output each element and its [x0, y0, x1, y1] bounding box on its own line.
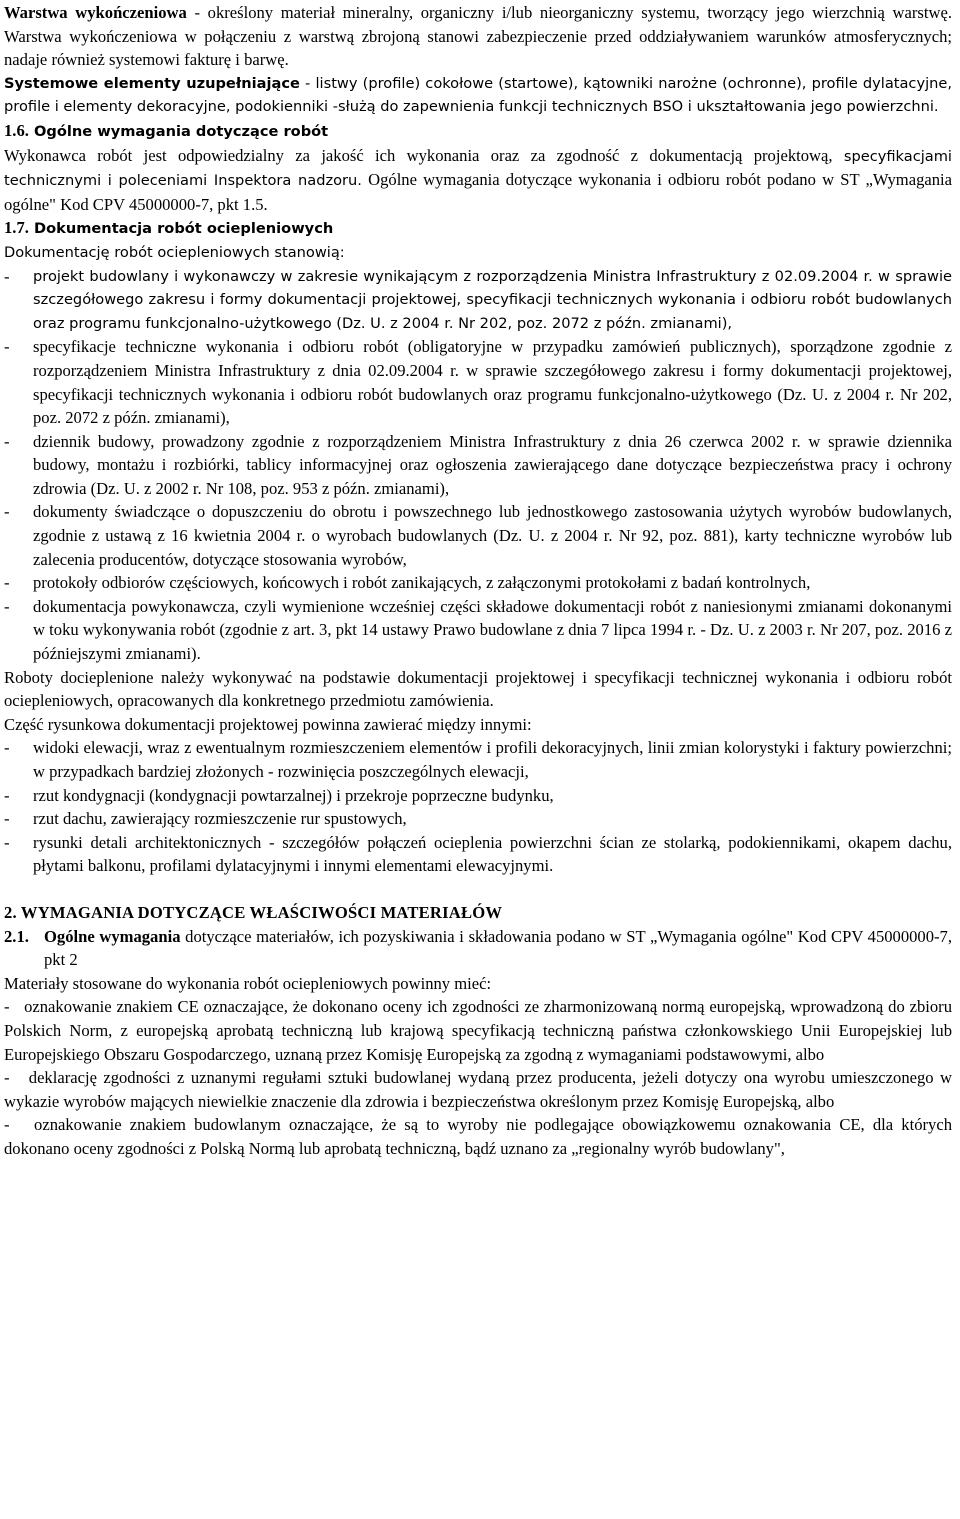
section-2-heading: 2. WYMAGANIA DOTYCZĄCE WŁAŚCIWOŚCI MATERIAŁÓW [4, 902, 503, 922]
list-dash: - [4, 1115, 10, 1135]
paragraph-roboty-docieplenione: Roboty docieplenione należy wykonywać na podstawie dokumentacji projektowej i specyfikacji technicznej wykonania i odbioru robót ociepleniowych, opracowanych dla konkretnego przedmiotu zamówienia. [4, 667, 952, 711]
term-warstwa-wykonczeniowa: Warstwa wykończeniowa [4, 3, 187, 22]
list-item-text: dokumenty świadczące o dopuszczeniu do obrotu i powszechnego lub jednostkowego zastosowania użytych wyrobów budowlanych, zgodnie z ustawą z 16 kwietnia 2004 r. o wyrobach budowlanych (Dz. U. z 2004 r. Nr 92, poz. 881), karty techniczne wyrobów lub zalecenia producentów, dotyczące stosowania wyrobów, [33, 502, 952, 569]
body-text: Ogólne wymagania dotyczące wykonania i odbioru robót podano w ST „Wymagania ogólne" Kod CPV 45000000-7, pkt 1.5. [4, 170, 952, 214]
list-item [4, 784, 952, 808]
section-number: 1.7. [4, 218, 29, 238]
list-dash: - [4, 431, 10, 451]
paragraph-item [4, 1113, 952, 1160]
list-dash: - [4, 785, 10, 805]
list-item [4, 430, 952, 501]
list-item-text: dokumentacja powykonawcza, czyli wymienione wcześniej części składowe dokumentacji robót z naniesionymi zmianami dokonanymi w toku wykonywania robót (zgodnie z art. 3, pkt 14 ustawy Prawo budowlane z dnia 7 lipca 1994 r. - Dz. U. z 2003 r. Nr 207, poz. 2016 z późniejszymi zmianami). [33, 596, 952, 664]
list-item-text: oznakowanie znakiem budowlanym oznaczające, że są to wyroby nie podlegające obowiązkowemu oznakowania CE, dla których dokonano oceny zgodności z Polską Normą lub aprobatą techniczną, bądź uznano za „regionalny wyrób budowlany", [4, 1115, 952, 1158]
list-dash: - [4, 596, 10, 616]
list-item [4, 807, 952, 831]
list-item-text: dziennik budowy, prowadzony zgodnie z rozporządzeniem Ministra Infrastruktury z dnia 26 czerwca 2002 r. w sprawie dziennika budowy, montażu i rozbiórki, tablicy informacyjnej oraz ogłoszenia zawierającego dane dotyczące bezpieczeństwa pracy i ochrony zdrowia (Dz. U. z 2002 r. Nr 108, poz. 953 z późn. zmianami), [33, 431, 952, 498]
list-dash: - [4, 738, 10, 758]
section-number: 1.6. [4, 120, 29, 140]
body-text: Wykonawca robót jest odpowiedzialny za jakość ich wykonania oraz za zgodność z dokumentacją projektową, [4, 145, 844, 165]
paragraph-item [4, 1066, 952, 1113]
list-item [4, 265, 952, 336]
section-2-1-bold: Ogólne wymagania [44, 926, 181, 946]
list-item [4, 335, 952, 429]
list-dash: - [4, 337, 10, 357]
section-1-7-intro: Dokumentację robót ociepleniowych stanowią: [4, 243, 345, 261]
list-item-text: rzut dachu, zawierający rozmieszczenie rur spustowych, [33, 809, 407, 829]
section-1-6-body [4, 144, 952, 217]
list-item-text: rzut kondygnacji (kondygnacji powtarzalnej) i przekroje poprzeczne budynku, [33, 785, 554, 805]
body-text: dotyczące materiałów, ich pozyskiwania i składowania podano w ST „Wymagania ogólne" Kod CPV 45000000-7, pkt 2 [44, 926, 952, 970]
section-2-1 [4, 925, 952, 972]
list-item-text: projekt budowlany i wykonawczy w zakresie wynikającym z rozporządzenia Ministra Infrastruktury z 02.09.2004 r. w sprawie szczegółowego zakresu i formy dokumentacji projektowej, specyfikacji technicznych wykonania i odbioru robót budowlanych oraz programu funkcjonalno-użytkowego (Dz. U. z 2004 r. Nr 202, poz. 2072 z późn. zmianami), [33, 267, 952, 332]
section-number: 2.1. [4, 926, 29, 946]
list-item-text: oznakowanie znakiem CE oznaczające, że dokonano oceny ich zgodności ze zharmonizowaną normą europejską, wprowadzoną do zbioru Polskich Norm, z europejską aprobatą techniczną lub krajową specyfikacją techniczną państwa członkowskiego Unii Europejskiej lub Europejskiego Obszaru Gospodarczego, uznaną przez Komisję Europejską za zgodną z wymaganiami podstawowymi, albo [4, 997, 952, 1064]
list-dash: - [4, 1068, 10, 1088]
section-title: Dokumentacja robót ociepleniowych [28, 220, 334, 238]
list-item [4, 571, 952, 595]
definition-text: - listwy (profile) cokołowe (startowe), kątowniki narożne (ochronne), profile dylatacyjne, profile i elementy dekoracyjne, podokienniki -służą do zapewnienia funkcji technicznych BSO i ukształtowania jego powierzchni. [4, 74, 953, 116]
list-item-text: widoki elewacji, wraz z ewentualnym rozmieszczeniem elementów i profili dekoracyjnych, linii zmian kolorystyki i faktury powierzchni; w przypadkach bardziej złożonych - rozwinięcia poszczególnych elewacji, [33, 738, 952, 781]
body-text: specyfikacjami technicznymi i poleceniami Inspektora nadzoru. [4, 147, 952, 190]
paragraph-systemowe-elementy [4, 72, 952, 119]
paragraph-warstwa-wykonczeniowa [4, 1, 952, 72]
section-2-intro: Materiały stosowane do wykonania robót ociepleniowych powinny mieć: [4, 973, 492, 993]
list-dash: - [4, 809, 10, 829]
list-item [4, 736, 952, 783]
list-item-text: deklarację zgodności z uznanymi regułami sztuki budowlanej wydaną przez producenta, jeżeli dotyczy ona wyrobu umieszczonego w wykazie wyrobów mających niewielkie znaczenie dla zdrowia i bezpieczeństwa określonym przez Komisję Europejską, albo [4, 1068, 952, 1111]
section-2-1-text [44, 925, 952, 972]
list-dash: - [4, 502, 10, 522]
list-dash: - [4, 997, 10, 1017]
section-1-7-heading [4, 216, 952, 241]
list-item-text: rysunki detali architektonicznych - szczegółów połączeń ocieplenia powierzchni ścian ze stolarką, podokiennikami, okapem dachu, płytami balkonu, profilami dylatacyjnymi i innymi elementami elewacyjnymi. [33, 832, 952, 876]
section-1-6-heading [4, 119, 952, 144]
list-dash: - [4, 266, 10, 286]
list-dash: - [4, 573, 10, 593]
definition-text: - określony materiał mineralny, organiczny i/lub nieorganiczny systemu, tworzący jego wierzchnią warstwę. Warstwa wykończeniowa w połączeniu z warstwą zbrojoną stanowi zabezpieczenie przed oddziaływaniem warunków atmosferycznych; nadaje również systemowi fakturę i barwę. [4, 3, 952, 70]
paragraph-item [4, 995, 952, 1066]
list-dash: - [4, 832, 10, 852]
section-title: Ogólne wymagania dotyczące robót [28, 122, 329, 140]
drawings-intro: Część rysunkowa dokumentacji projektowej powinna zawierać między innymi: [4, 714, 532, 734]
term-systemowe-elementy: Systemowe elementy uzupełniające [4, 74, 300, 92]
list-item [4, 500, 952, 571]
list-item [4, 831, 952, 878]
list-item-text: specyfikacje techniczne wykonania i odbioru robót (obligatoryjne w przypadku zamówień publicznych), sporządzone zgodnie z rozporządzeniem Ministra Infrastruktury z dnia 02.09.2004 r. w sprawie szczegółowego zakresu i formy dokumentacji projektowej, specyfikacji technicznych wykonania i odbioru robót budowlanych oraz programu funkcjonalno-użytkowego (Dz. U. z 2004 r. Nr 202, poz. 2072 z późn. zmianami), [33, 337, 952, 428]
list-item [4, 595, 952, 666]
list-item-text: protokoły odbiorów częściowych, końcowych i robót zanikających, z załączonymi protokołami z badań kontrolnych, [33, 573, 811, 593]
